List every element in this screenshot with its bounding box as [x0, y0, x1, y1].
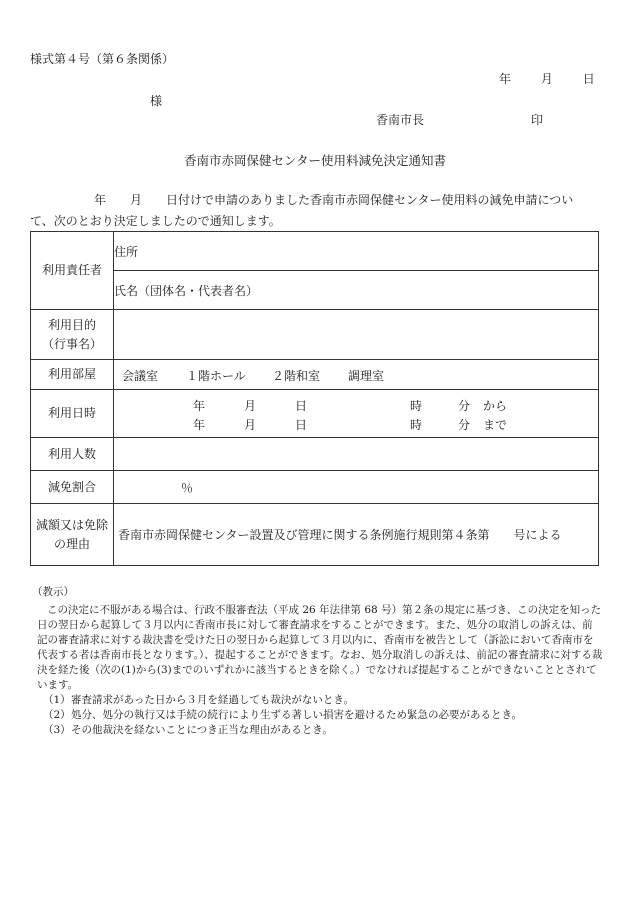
document-title: 香南市赤岡保健センター使用料減免決定通知書: [183, 153, 446, 168]
instruction-body: この決定に不服がある場合は、行政不服審査法（平成 26 年法律第 68 号）第２条の規定に基づき、この決定を知った日の翌日から起算して３月以内に香南市長に対して審査請求をすることができます。また、処分の取消しの訴えは、前記の審査請求に対する裁決書を受けた日の翌日から起算して３月以内に、香南市を被告として（訴訟において香南市を代表する者は香南市長となります。）、提起することができます。なお、処分取消しの訴えは、前記の審査請求に対する裁決を経た後（次の(1)から(3)までのいずれかに該当するときを除く。）でなければ提起することができないこととされています。: [37, 604, 603, 691]
dt-hour-2: 時: [410, 417, 423, 432]
dt-month-2: 月: [244, 417, 257, 432]
room-label: 利用部屋: [31, 360, 114, 390]
purpose-label: [31, 310, 114, 360]
dt-hour-1: 時: [410, 398, 423, 413]
people-label: 利用人数: [31, 438, 114, 471]
reason-text: 香南市赤岡保健センター設置及び管理に関する条例施行規則第４条第 号による: [118, 528, 562, 542]
dt-year-1: 年: [193, 398, 206, 413]
purpose-label-line-1: 利用目的: [47, 317, 96, 332]
dt-year-2: 年: [193, 417, 206, 432]
addressee-suffix: 様: [150, 94, 163, 108]
room-option-japanese-room: ２階和室: [272, 368, 321, 383]
instruction-item-3-text: その他裁決を経ないことにつき正当な理由があるとき。: [71, 724, 333, 736]
instruction-item-1-number: （1）: [43, 694, 71, 706]
intro-line-1: 年 月 日付けで申請のありました香南市赤岡保健センター使用料の減免申請につい: [94, 193, 574, 207]
instruction-section: [32, 585, 603, 738]
dt-from: から: [483, 398, 508, 413]
instruction-item-1: [37, 693, 603, 708]
datetime-label: 利用日時: [31, 390, 114, 438]
intro-line-2: て、次のとおり決定しましたので通知します。: [30, 214, 281, 228]
datetime-field: [114, 390, 599, 438]
room-option-hall: １階ホール: [186, 368, 246, 383]
instruction-item-3: [37, 723, 603, 738]
ratio-field: [114, 471, 599, 504]
reason-field: [114, 504, 599, 566]
issuer-name: 香南市長: [376, 113, 425, 127]
reason-label: [31, 504, 114, 566]
form-number: 様式第４号（第６条関係）: [30, 52, 175, 66]
seal-mark: 印: [531, 113, 544, 127]
instruction-item-2-number: （2）: [43, 709, 71, 721]
date-year-label: 年: [499, 72, 512, 86]
reason-label-line-1: 減額又は免除: [35, 517, 108, 532]
name-field: [114, 271, 599, 310]
decision-table: [30, 231, 599, 566]
address-label: 住所: [114, 244, 139, 259]
ratio-unit: ％: [181, 480, 194, 495]
dt-day-1: 日: [295, 398, 308, 413]
instruction-item-3-number: （3）: [43, 724, 71, 736]
dt-month-1: 月: [244, 398, 257, 413]
instruction-item-1-text: 審査請求があった日から３月を経過しても裁決がないとき。: [71, 694, 354, 706]
date-day-label: 日: [582, 72, 595, 86]
room-option-kitchen: 調理室: [348, 368, 385, 383]
responsible-label: 利用責任者: [31, 232, 114, 310]
room-field: [114, 360, 599, 390]
dt-minute-2: 分: [458, 417, 471, 432]
dt-until: まで: [483, 417, 508, 432]
date-month-label: 月: [540, 72, 553, 86]
dt-minute-1: 分: [458, 398, 471, 413]
reason-label-line-2: の理由: [53, 536, 90, 551]
instruction-item-2-text: 処分、処分の執行又は手続の続行により生ずる著しい損害を避けるため緊急の必要があるとき。: [71, 709, 523, 721]
people-field: [114, 438, 599, 471]
purpose-field: [114, 310, 599, 360]
name-label: 氏名（団体名・代表者名）: [114, 283, 259, 298]
instruction-item-2: [37, 708, 603, 723]
ratio-label: 減免割合: [31, 471, 114, 504]
issue-date: [499, 70, 621, 87]
instruction-heading: （教示）: [32, 586, 74, 598]
address-field: [114, 232, 599, 271]
room-option-meeting: 会議室: [122, 368, 159, 383]
purpose-label-line-2: （行事名）: [41, 336, 102, 351]
intro-paragraph: [30, 190, 600, 232]
dt-day-2: 日: [295, 417, 308, 432]
